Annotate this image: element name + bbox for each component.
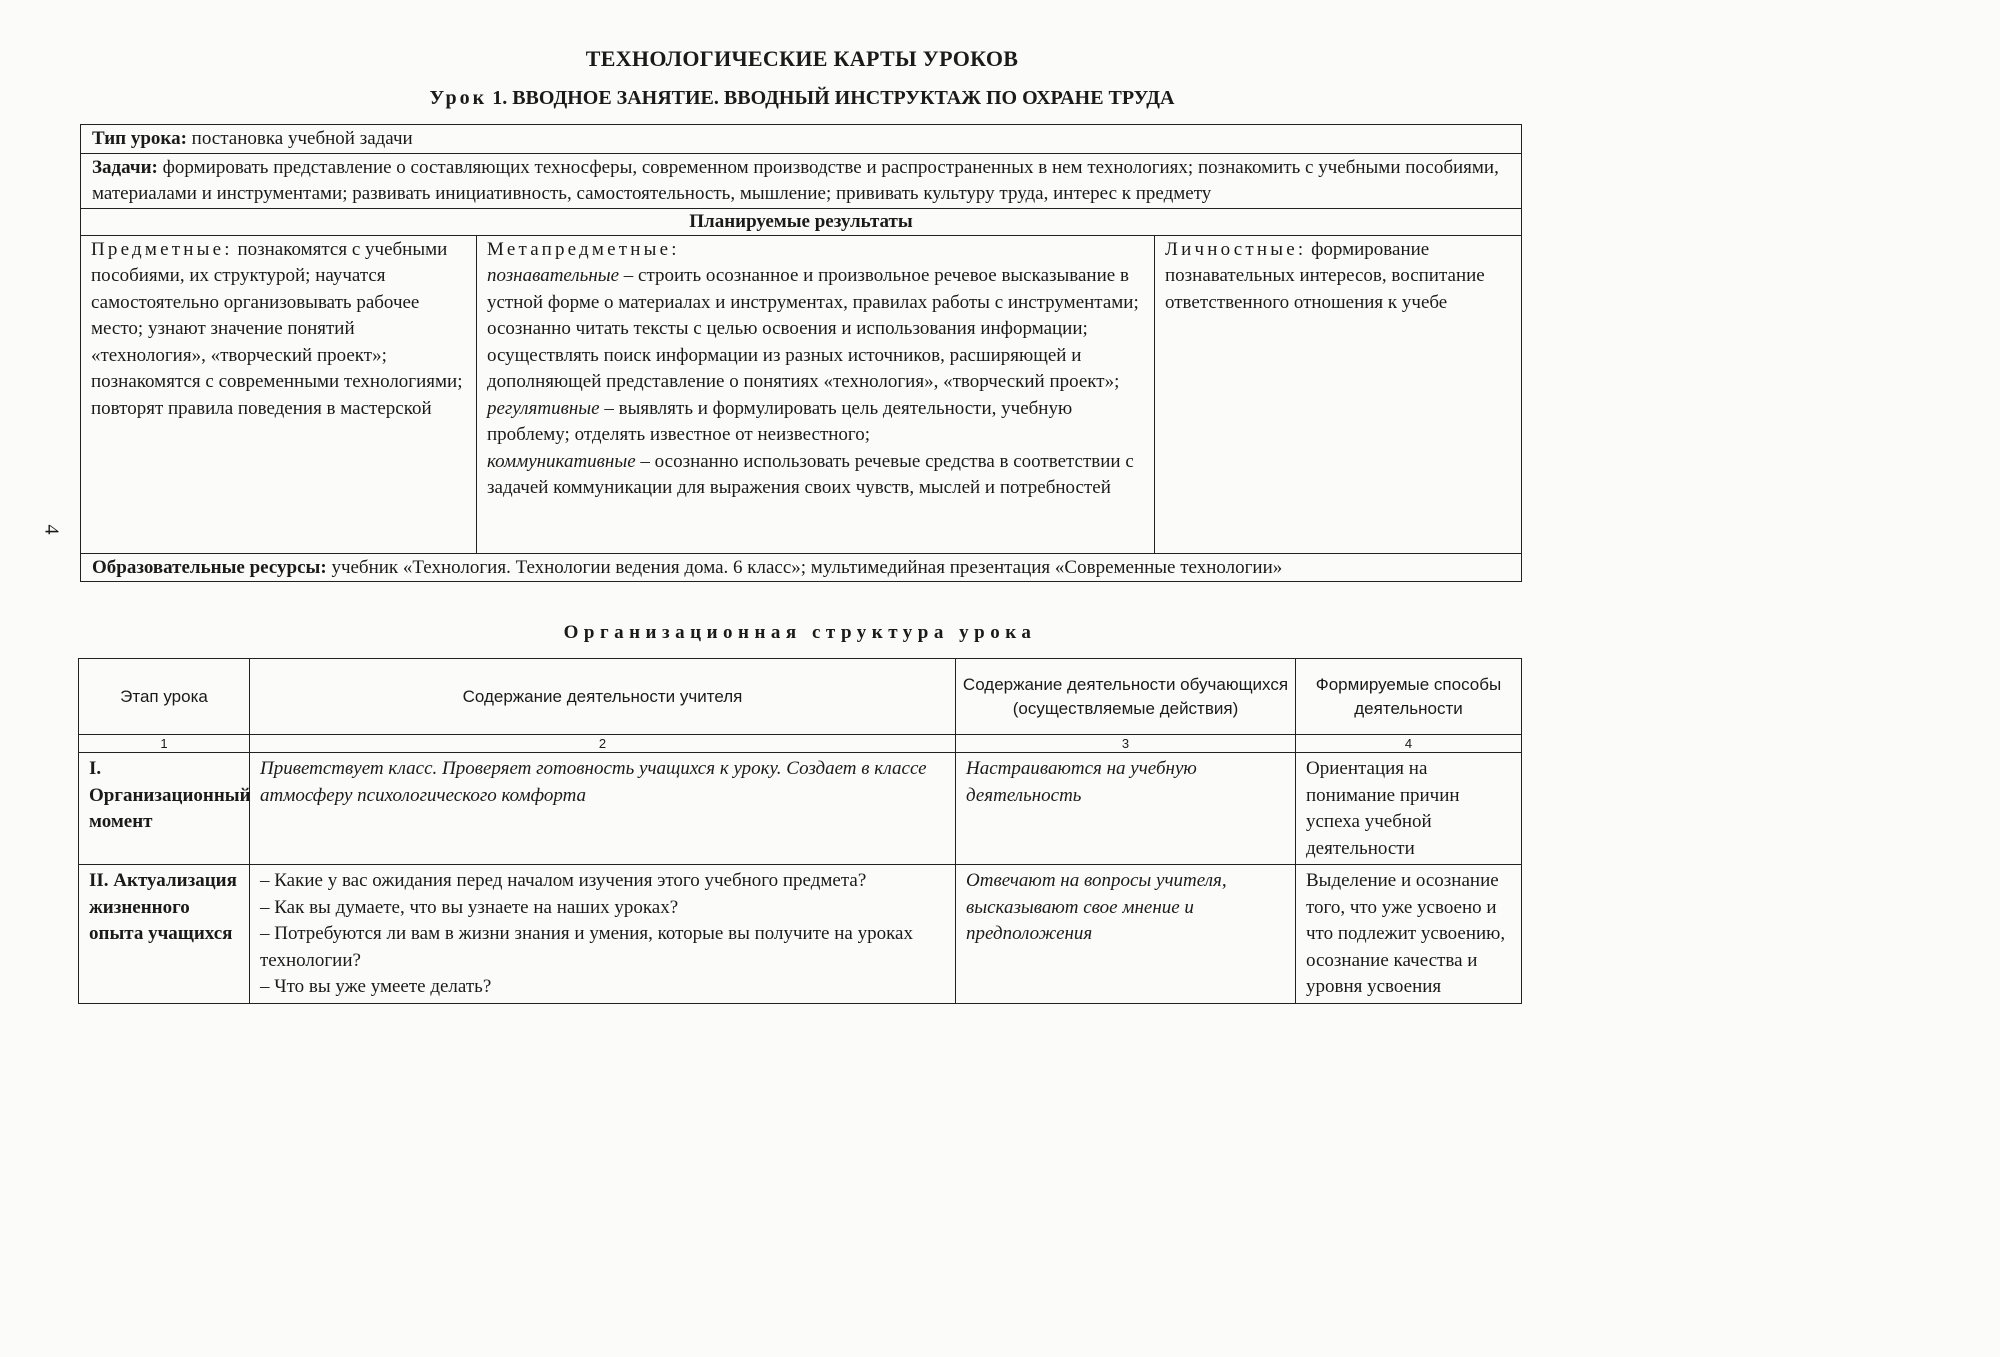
column-number: 4 [1296, 735, 1522, 753]
table-row [79, 865, 1522, 1004]
students-cell [956, 753, 1296, 865]
teacher-cell [250, 753, 956, 865]
teacher-question: – Что вы уже умеете делать? [260, 976, 492, 997]
teacher-text: Приветствует класс. Проверяет готовность учащихся к уроку. Создает в классе атмосферу психологического комфорта [260, 758, 927, 806]
students-text: Отвечают на вопросы учителя, высказывают свое мнение и предположения [966, 870, 1227, 944]
cognitive-label: познавательные [487, 265, 620, 286]
column-number: 1 [79, 735, 250, 753]
lesson-word: Урок [429, 87, 488, 109]
lesson-type-cell [81, 125, 1522, 154]
teacher-cell [250, 865, 956, 1004]
communicative-text: – осознанно использовать речевые средства в соответствии с задачей коммуникации для выражения своих чувств, мыслей и потребностей [487, 450, 1134, 498]
resources-cell [81, 553, 1522, 582]
regulatory-text: – выявлять и формулировать цель деятельности, учебную проблему; отделять известное от неизвестного; [487, 397, 1073, 445]
cognitive-text: – строить осознанное и произвольное речевое высказывание в устной форме о материалах и инструментах, правилах работы с инструментами; осознанно читать тексты с целью освоения и использования информации; осуществлять поиск информации из разных источников, расширяющей и дополняющей представление о понятиях «технология», «творческий проект»; [487, 265, 1139, 392]
lesson-title [0, 87, 1604, 110]
lesson-type-label: Тип урока: [92, 128, 187, 149]
meta-results-cell [477, 235, 1155, 553]
meta-results-label: Метапредметные: [487, 238, 680, 260]
tasks-cell [81, 153, 1522, 208]
regulatory-label: регулятивные [487, 397, 600, 419]
subject-results-label: Предметные: [91, 238, 233, 260]
teacher-question: – Какие у вас ожидания перед началом изучения этого учебного предмета? [260, 870, 867, 891]
page-number: 4 [40, 524, 63, 535]
header-teacher: Содержание деятельности учителя [250, 659, 956, 735]
personal-results-text: формирование познавательных интересов, воспитание ответственного отношения к учебе [1165, 238, 1485, 313]
teacher-question: – Потребуются ли вам в жизни знания и умения, которые вы получите на уроках технологии? [260, 923, 913, 971]
stage-cell: I. Организационный момент [79, 753, 250, 865]
students-text: Настраиваются на учебную деятельность [966, 758, 1197, 806]
subject-results-cell [81, 235, 477, 553]
header-skills: Формируемые способы деятельности [1296, 659, 1522, 735]
communicative-label: коммуникативные [487, 450, 636, 472]
students-cell [956, 865, 1296, 1004]
page-title: ТЕХНОЛОГИЧЕСКИЕ КАРТЫ УРОКОВ [585, 46, 1019, 71]
skills-cell: Ориентация на понимание причин успеха учебной деятельности [1296, 753, 1522, 865]
teacher-question: – Как вы думаете, что вы узнаете на наших уроках? [260, 896, 679, 918]
lesson-title-text: 1. ВВОДНОЕ ЗАНЯТИЕ. ВВОДНЫЙ ИНСТРУКТАЖ ПО ОХРАНЕ ТРУДА [492, 87, 1175, 109]
column-number: 2 [250, 735, 956, 753]
lesson-info-table [80, 124, 1522, 582]
tasks-label: Задачи: [92, 156, 158, 178]
structure-title: Организационная структура урока [563, 622, 1037, 643]
personal-results-cell [1155, 235, 1522, 553]
header-students: Содержание деятельности обучающихся (осуществляемые действия) [956, 659, 1296, 735]
planned-results-header: Планируемые результаты [81, 208, 1522, 235]
skills-cell: Выделение и осознание того, что уже усвоено и что подлежит усвоению, осознание качества и уровня усвоения [1296, 865, 1522, 1004]
column-number: 3 [956, 735, 1296, 753]
resources-value: учебник «Технология. Технологии ведения дома. 6 класс»; мультимедийная презентация «Современные технологии» [326, 556, 1283, 578]
subject-results-text: познакомятся с учебными пособиями, их структурой; научатся самостоятельно организовывать рабочее место; узнают значение понятий «технология», «творческий проект»; познакомятся с современными технологиями; повторят правила поведения в мастерской [91, 238, 463, 419]
personal-results-label: Личностные: [1165, 238, 1307, 260]
lesson-structure-table [78, 658, 1522, 1004]
tasks-value: формировать представление о составляющих техносферы, современном производстве и распространенных в нем технологиях; познакомить с учебными пособиями, материалами и инструментами; развивать инициативность, самостоятельность, мышление; прививать культуру труда, интерес к предмету [92, 156, 1499, 204]
table-row [79, 753, 1522, 865]
resources-label: Образовательные ресурсы: [92, 556, 327, 578]
header-stage: Этап урока [79, 659, 250, 735]
lesson-type-value: постановка учебной задачи [186, 128, 413, 149]
stage-cell: II. Актуализация жизненного опыта учащихся [79, 865, 250, 1004]
